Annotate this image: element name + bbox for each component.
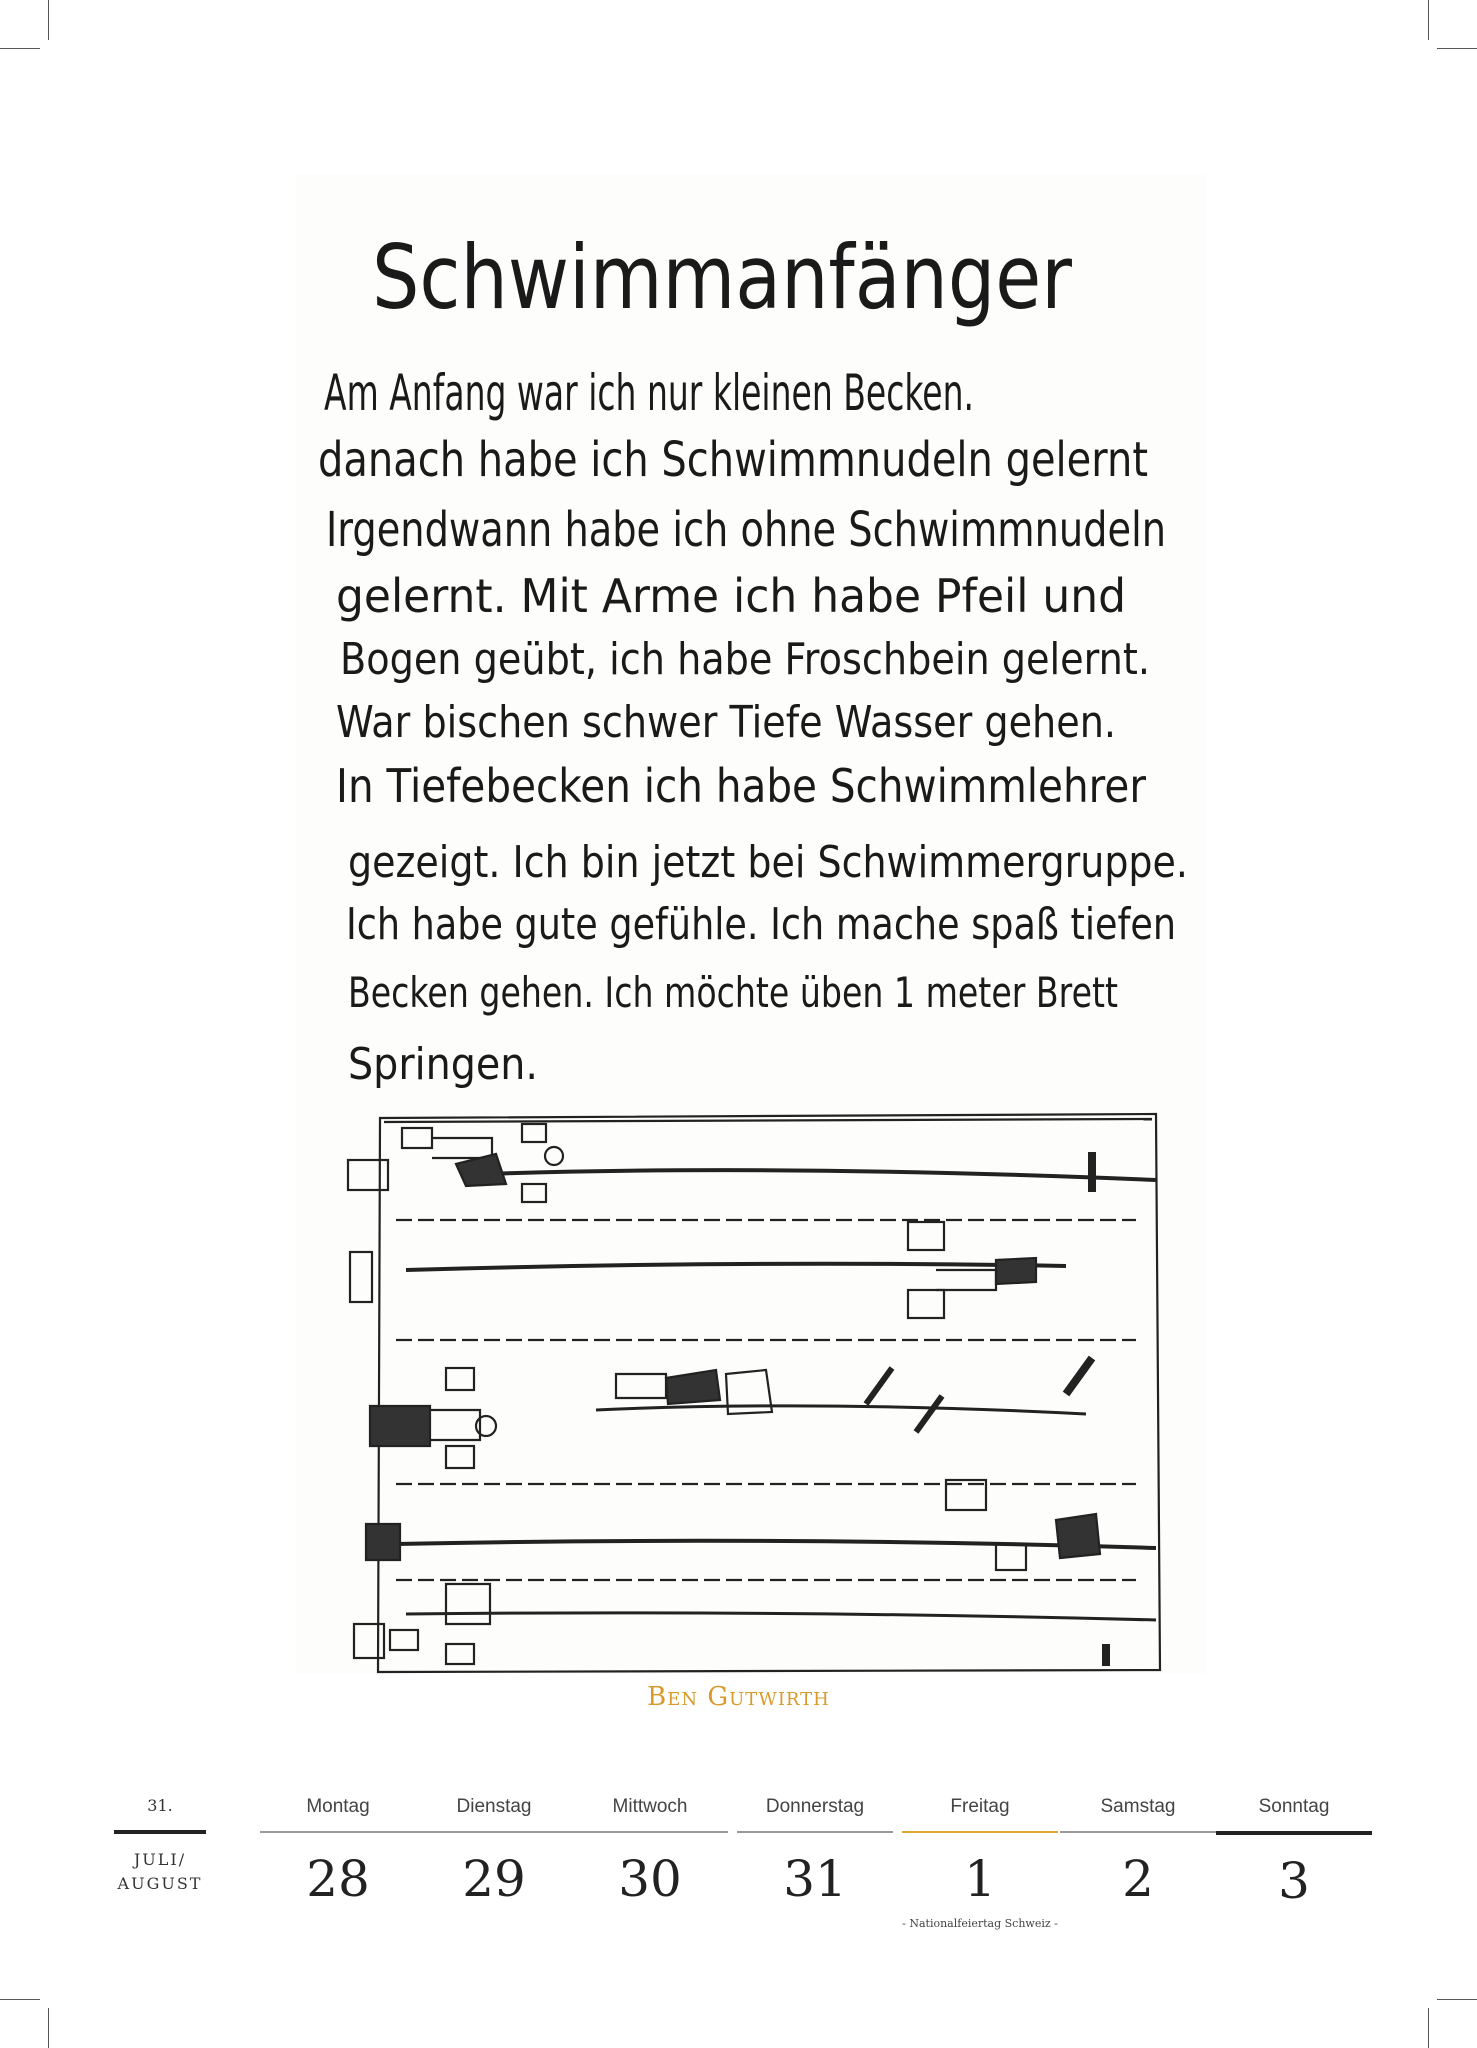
calendar-day-tuesday [416,1796,572,1907]
day-name: Dienstag [456,1796,532,1817]
calendar-day-friday [902,1796,1058,1930]
calendar-week-label [114,1796,206,1896]
month-label [114,1848,206,1896]
day-divider [416,1831,572,1833]
text-line: gelernt. Mit Arme ich habe Pfeil und [336,569,1126,623]
day-date: 2 [1122,1850,1154,1908]
week-number: 31. [147,1796,173,1815]
crop-mark [48,0,49,40]
crop-mark [1428,2008,1429,2048]
handwritten-artwork [296,174,1206,1674]
day-divider [1216,1831,1372,1835]
day-date: 1 [964,1850,996,1908]
text-line: Ich habe gute gefühle. Ich mache spaß tiefen [346,899,1176,950]
calendar-day-monday [260,1796,416,1907]
crop-mark [0,1999,40,2000]
day-divider [572,1831,728,1833]
text-line: gezeigt. Ich bin jetzt bei Schwimmergruppe. [348,837,1188,888]
day-divider [737,1831,893,1833]
month-line2: AUGUST [117,1874,203,1893]
text-line: Springen. [348,1039,538,1090]
day-name: Donnerstag [765,1796,865,1817]
day-date: 30 [618,1850,682,1908]
day-date: 3 [1278,1852,1310,1910]
week-divider [114,1830,206,1834]
day-name: Montag [306,1796,370,1817]
day-divider [902,1831,1058,1833]
day-name: Sonntag [1258,1796,1330,1817]
calendar-day-thursday [737,1796,893,1907]
swimming-pool-drawing [348,1114,1160,1672]
text-line: In Tiefebecken ich habe Schwimmlehrer [336,759,1147,813]
calendar-day-saturday [1060,1796,1216,1907]
day-divider [260,1831,416,1833]
text-line: Am Anfang war ich nur kleinen Becken. [324,364,974,422]
artist-name: Ben Gutwirth [647,1682,830,1712]
day-name: Freitag [950,1796,1010,1817]
text-line: Bogen geübt, ich habe Froschbein gelernt. [340,634,1150,685]
day-divider [1060,1831,1216,1833]
calendar-day-sunday [1216,1796,1372,1909]
artwork-title: Schwimmanfänger [372,226,1073,329]
crop-mark [48,2008,49,2048]
text-line: danach habe ich Schwimmnudeln gelernt [318,432,1148,488]
day-date: 31 [783,1850,847,1908]
day-name: Samstag [1100,1796,1176,1817]
crop-mark [1437,48,1477,49]
day-date: 28 [306,1850,370,1908]
crop-mark [1437,1999,1477,2000]
calendar-day-wednesday [572,1796,728,1907]
text-line: Becken gehen. Ich möchte üben 1 meter Brett [348,968,1118,1017]
text-line: War bischen schwer Tiefe Wasser gehen. [336,697,1116,748]
text-line: Irgendwann habe ich ohne Schwimmnudeln [326,502,1166,558]
holiday-note: - Nationalfeiertag Schweiz - [902,1917,1058,1930]
crop-mark [0,48,40,49]
day-date: 29 [462,1850,526,1908]
day-name: Mittwoch [612,1796,688,1817]
month-line1: JULI/ [133,1850,187,1869]
crop-mark [1428,0,1429,40]
